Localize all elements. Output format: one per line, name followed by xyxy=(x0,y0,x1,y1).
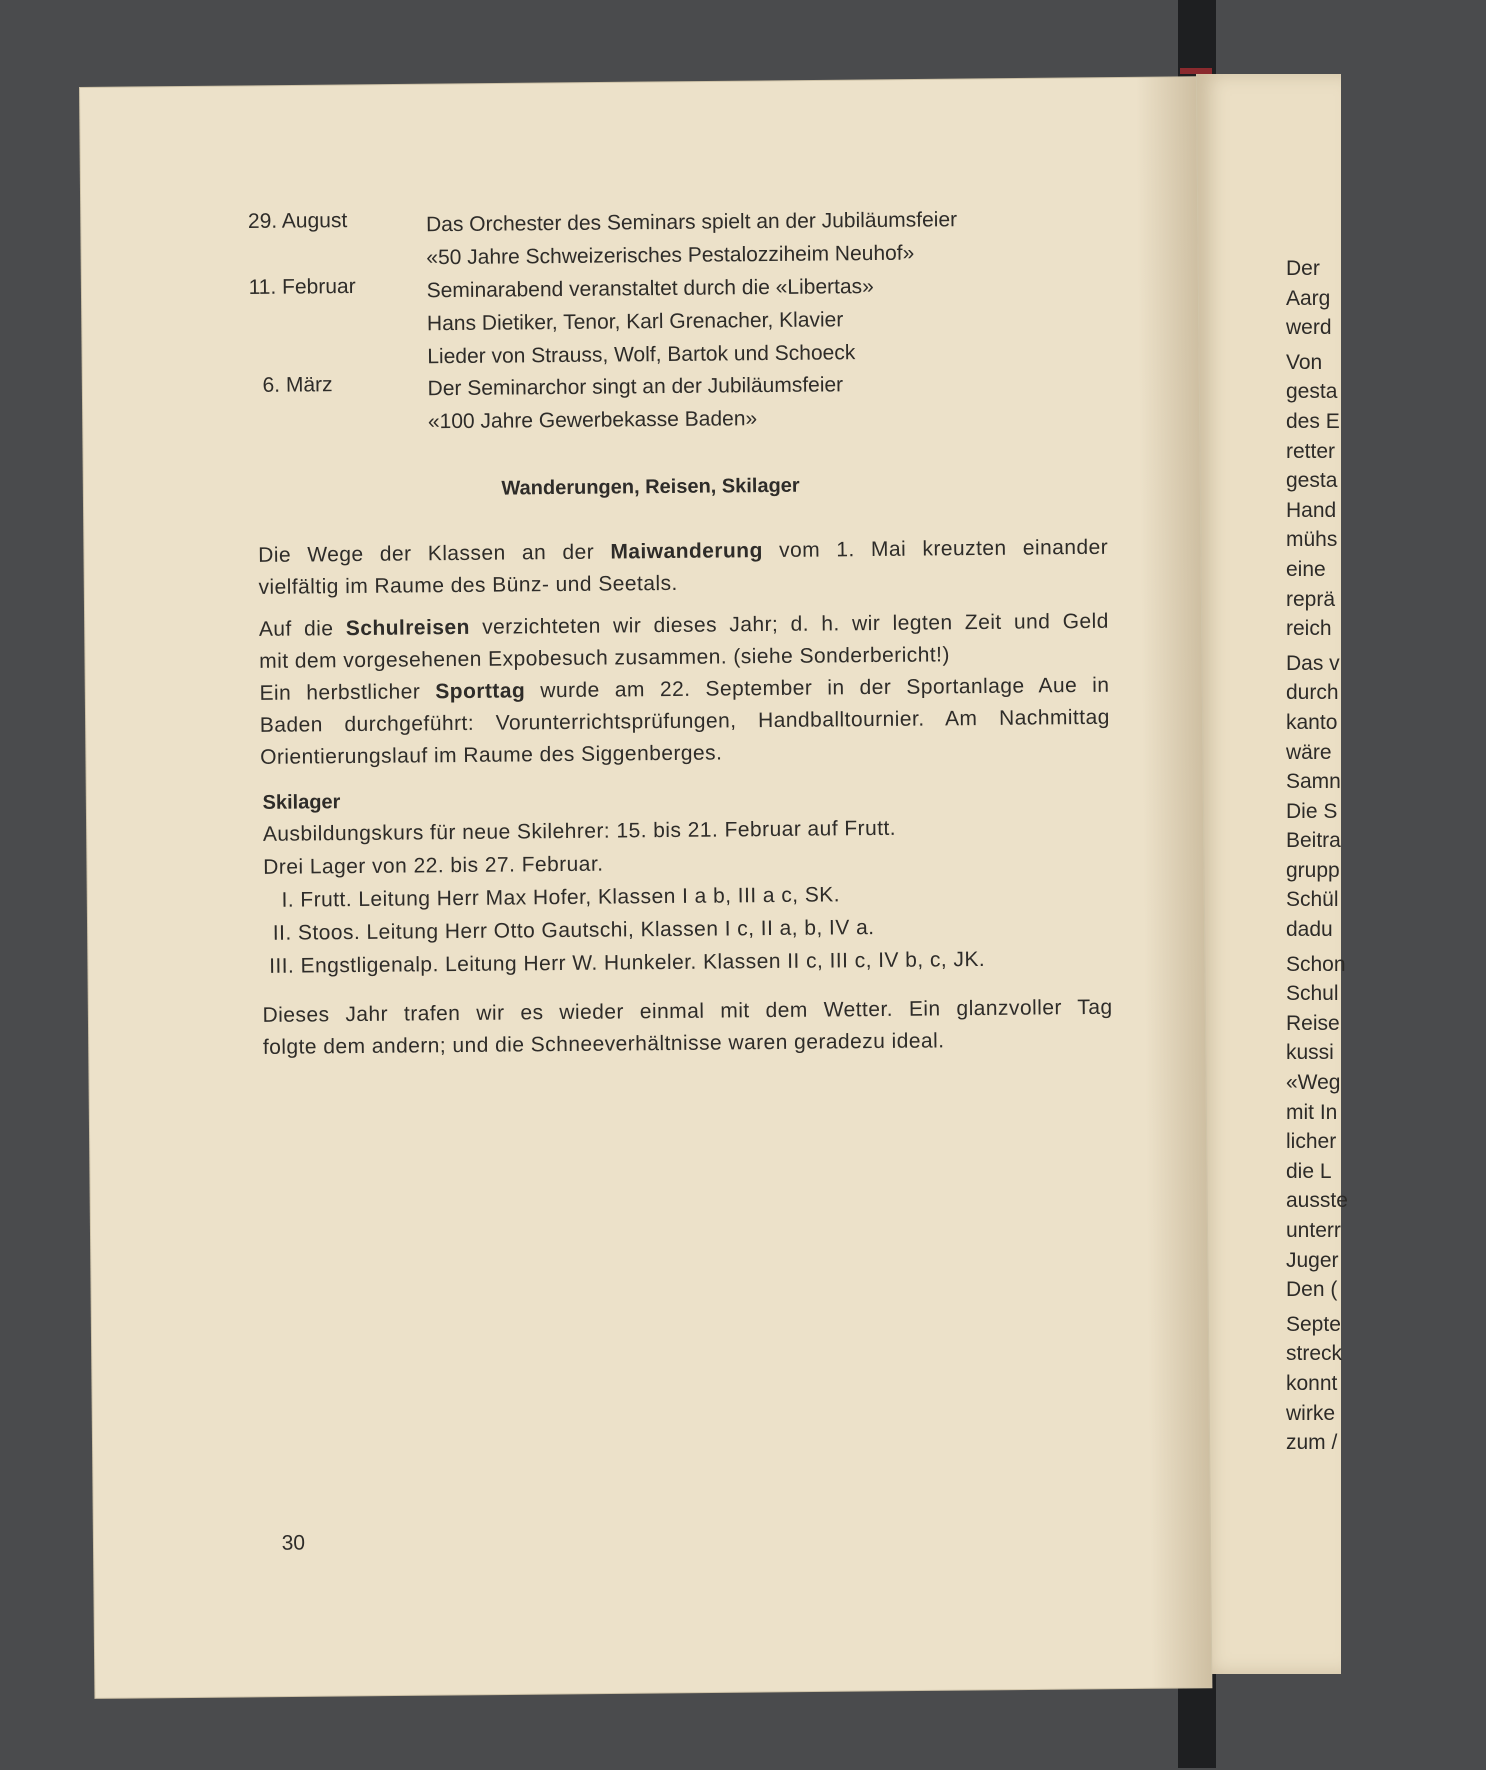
right-page-fragment: Aarg xyxy=(1286,286,1331,310)
right-page-fragment: Der xyxy=(1286,257,1320,280)
text-run: verzichteten wir dieses Jahr; d. h. wir legten Zeit und Geld xyxy=(469,609,1109,639)
right-page-fragment: kussi xyxy=(1286,1041,1334,1065)
section-heading: Wanderungen, Reisen, Skilager xyxy=(501,474,800,500)
right-page-fragment: grupp xyxy=(1286,858,1340,882)
right-page-fragment: streck xyxy=(1286,1342,1343,1366)
camp-item: I. Frutt. Leitung Herr Max Hofer, Klassen I a b, III a c, SK. xyxy=(281,883,841,912)
event-date: 11. Februar xyxy=(248,274,356,299)
event-line: Seminarabend veranstaltet durch die «Libertas» xyxy=(426,274,874,303)
paragraph-line: Dieses Jahr trafen wir es wieder einmal mit dem Wetter. Ein glanzvoller Tag xyxy=(262,995,1113,1027)
right-page-fragment: des E xyxy=(1286,409,1340,433)
right-page-fragment: Von xyxy=(1286,350,1323,374)
bold-term: Sporttag xyxy=(435,679,526,704)
paragraph-line: Orientierungslauf im Raume des Siggenberges. xyxy=(260,741,723,769)
right-page-fragment: dadu xyxy=(1286,918,1333,942)
right-page-fragment: eine xyxy=(1286,557,1326,581)
paragraph-schulreisen xyxy=(259,606,1110,774)
right-page-fragment: Schul xyxy=(1286,982,1339,1006)
right-page-fragment: «Weg xyxy=(1286,1071,1341,1095)
event-date: 6. März xyxy=(262,373,333,397)
text-run: Ein herbstlicher xyxy=(259,680,436,705)
event-line: Lieder von Strauss, Wolf, Bartok und Schoeck xyxy=(427,341,856,369)
right-page-fragment: ausste xyxy=(1286,1189,1348,1213)
event-description xyxy=(427,268,1068,373)
right-page-fragment: Septe xyxy=(1286,1312,1341,1336)
right-page-fragment: gesta xyxy=(1286,469,1338,493)
right-page-fragment: durch xyxy=(1286,681,1339,705)
event-line: Hans Dietiker, Tenor, Karl Grenacher, Klavier xyxy=(426,308,844,336)
camp-item: II. Stoos. Leitung Herr Otto Gautschi, Klassen I c, II a, b, IV a. xyxy=(272,916,875,945)
right-page-fragment: Das v xyxy=(1286,651,1340,675)
page-number: 30 xyxy=(281,1531,306,1555)
event-description xyxy=(426,202,1067,274)
right-page-fragment: mit In xyxy=(1286,1100,1338,1124)
right-page-fragment: reprä xyxy=(1286,587,1336,611)
camp-item: III. Engstligenalp. Leitung Herr W. Hunkeler. Klassen II c, III c, IV b, c, JK. xyxy=(269,947,986,978)
right-page-fragment: retter xyxy=(1286,439,1336,463)
skilager-details xyxy=(263,810,1085,983)
subheading-skilager: Skilager xyxy=(262,791,341,814)
paragraph-line: Drei Lager von 22. bis 27. Februar. xyxy=(263,852,604,879)
right-page-fragment: Schül xyxy=(1286,888,1339,912)
right-page-fragment: Reise xyxy=(1286,1011,1340,1035)
right-page-fragment: wirke xyxy=(1286,1401,1336,1425)
right-page-fragment: unterr xyxy=(1286,1219,1341,1242)
right-page-fragment: Schon xyxy=(1286,952,1346,976)
right-page-fragment: kanto xyxy=(1286,710,1338,734)
text-run: Auf die xyxy=(258,617,346,641)
text-run: wurde am 22. September in der Sportanlage Aue in xyxy=(525,673,1110,703)
right-page-fragment: Den ( xyxy=(1286,1278,1338,1302)
event-date: 29. August xyxy=(247,209,348,233)
event-entry xyxy=(247,202,1068,270)
event-line: Der Seminarchor singt an der Jubiläumsfeier xyxy=(427,373,844,401)
paragraph-maiwanderung xyxy=(258,532,1109,604)
right-page-fragment: Beitra xyxy=(1286,829,1341,853)
right-page-fragment: mühs xyxy=(1286,528,1338,552)
bold-term: Maiwanderung xyxy=(610,539,763,564)
right-page-fragment: Hand xyxy=(1286,498,1337,522)
paragraph-wetter xyxy=(262,992,1113,1064)
paragraph-line: Ausbildungskurs für neue Skilehrer: 15. bis 21. Februar auf Frutt. xyxy=(262,816,897,846)
right-page-fragment: konnt xyxy=(1286,1371,1338,1395)
paragraph-line: Baden durchgeführt: Vorunterrichtsprüfungen, Handballtournier. Am Nachmittag xyxy=(259,705,1110,737)
right-page-fragment: Samn xyxy=(1286,770,1341,794)
event-line: Das Orchester des Seminars spielt an der Jubiläumsfeier xyxy=(425,208,958,237)
right-page-fragment: licher xyxy=(1286,1130,1337,1154)
right-page-fragment: werd xyxy=(1286,316,1332,340)
right-page-fragment: gesta xyxy=(1286,380,1338,404)
event-description xyxy=(427,366,1068,438)
right-page-fragment: reich xyxy=(1286,617,1332,641)
paragraph-line: vielfältig im Raume des Bünz- und Seetals. xyxy=(258,571,678,599)
text-run: vom 1. Mai kreuzten einander xyxy=(762,535,1109,563)
paragraph-line: mit dem vorgesehenen Expobesuch zusammen. (siehe Sonderbericht!) xyxy=(259,643,950,673)
event-line: «100 Jahre Gewerbekasse Baden» xyxy=(427,407,758,434)
bold-term: Schulreisen xyxy=(345,615,470,641)
right-page-fragment: Die S xyxy=(1286,799,1338,823)
right-page-fragment: wäre xyxy=(1286,740,1332,764)
text-run: Die Wege der Klassen an der xyxy=(258,540,611,567)
right-page-fragment: Juger xyxy=(1286,1248,1339,1272)
event-line: «50 Jahre Schweizerisches Pestalozziheim Neuhof» xyxy=(426,241,915,270)
paragraph-line: folgte dem andern; und die Schneeverhältnisse waren geradezu ideal. xyxy=(262,1029,945,1059)
right-page-fragment: die L xyxy=(1286,1159,1332,1183)
right-page-fragment: zum / xyxy=(1286,1431,1338,1455)
